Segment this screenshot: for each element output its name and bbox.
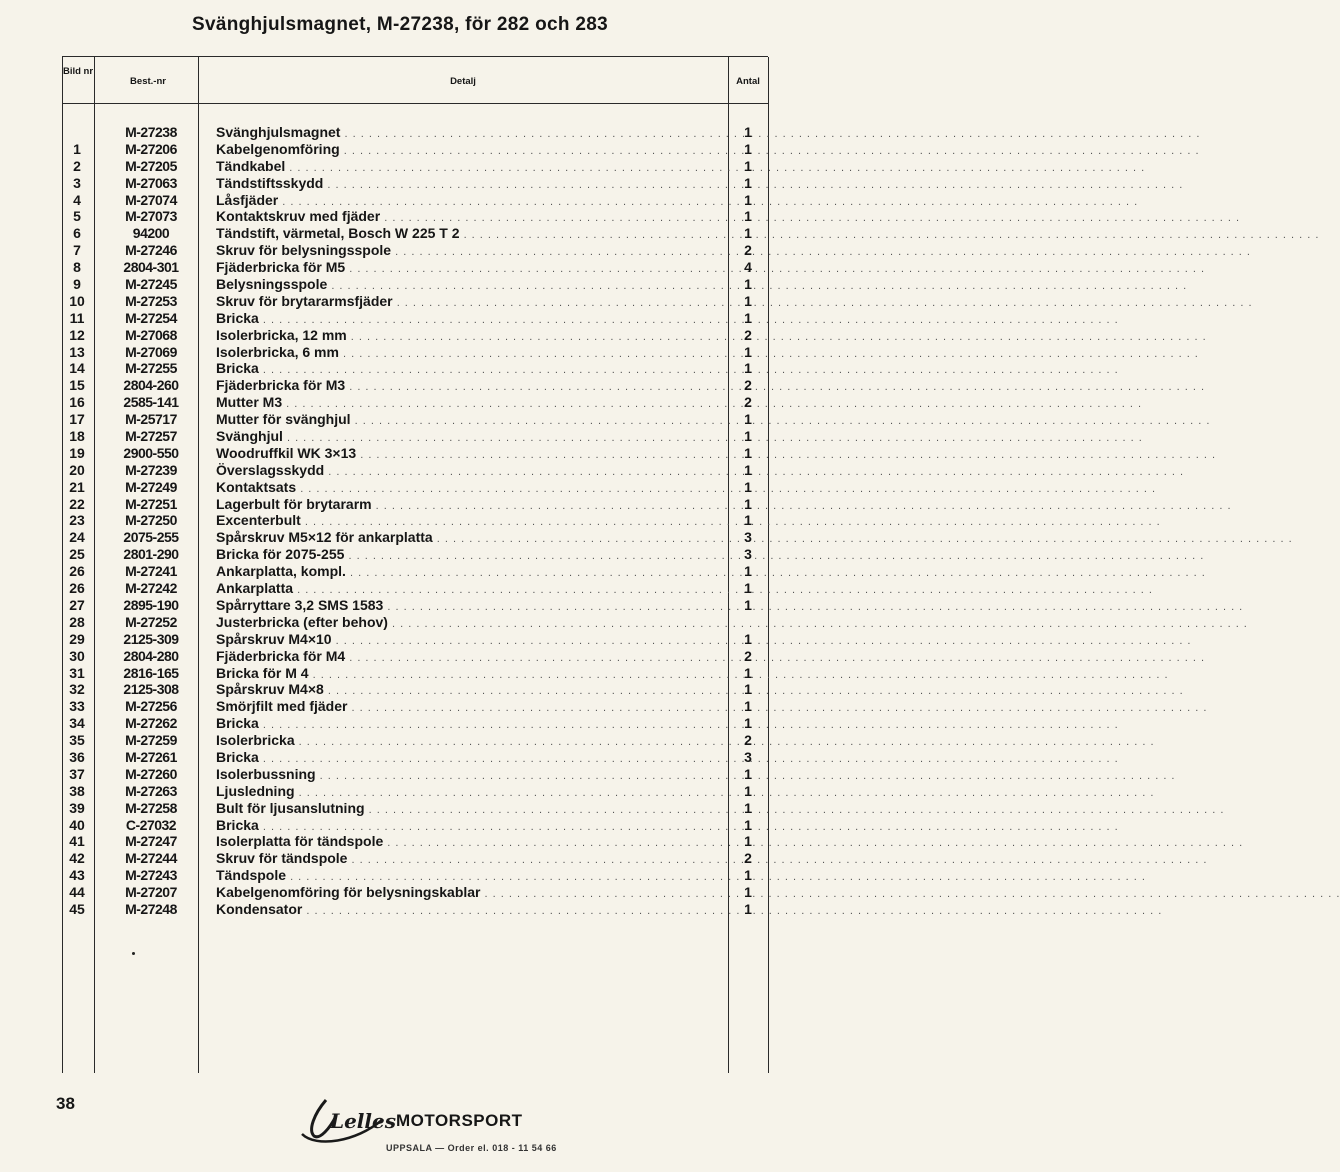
row-detalj: Tändstift, värmetal, Bosch W 225 T 2 . . . <box>216 225 728 244</box>
row-antal: 1 <box>744 884 752 901</box>
row-best-nr: 2585-141 <box>123 394 179 411</box>
row-detalj: Bricka för 2075-255 . . . <box>216 546 728 565</box>
table-row <box>62 276 768 293</box>
row-bild: 21 <box>69 478 85 495</box>
row-antal: 3 <box>744 529 752 546</box>
row-best-nr: M-27244 <box>125 850 177 867</box>
row-best-nr: M-27258 <box>125 799 177 816</box>
row-bild: 17 <box>69 411 85 428</box>
row-best-nr: 2804-260 <box>123 377 179 394</box>
table-row <box>62 158 768 175</box>
row-best-nr: M-27247 <box>125 833 177 850</box>
table-row <box>62 597 768 614</box>
row-antal: 1 <box>744 596 752 613</box>
row-bild: 26 <box>69 563 85 580</box>
table-row <box>62 445 768 462</box>
row-antal: 2 <box>744 242 752 259</box>
row-detalj: Fjäderbricka för M3 . . . <box>216 377 728 396</box>
row-bild: 34 <box>69 715 85 732</box>
row-best-nr: M-27245 <box>125 276 177 293</box>
table-row <box>62 546 768 563</box>
row-antal: 2 <box>744 394 752 411</box>
row-antal: 1 <box>744 428 752 445</box>
row-best-nr: M-25717 <box>125 411 177 428</box>
row-detalj: Belysningsspole . . . <box>216 276 728 295</box>
table-row <box>62 529 768 546</box>
row-detalj: Tändspole . . . <box>216 867 728 886</box>
row-bild: 18 <box>69 428 85 445</box>
table-row <box>62 833 768 850</box>
table-row <box>62 208 768 225</box>
row-best-nr: M-27068 <box>125 326 177 343</box>
table-row <box>62 310 768 327</box>
table-row <box>62 394 768 411</box>
row-best-nr: M-27063 <box>125 174 177 191</box>
table-row <box>62 428 768 445</box>
row-best-nr: 2801-290 <box>123 546 179 563</box>
row-bild: 9 <box>73 276 81 293</box>
row-antal: 1 <box>744 833 752 850</box>
row-best-nr: 94200 <box>132 225 170 242</box>
table-row <box>62 360 768 377</box>
table-row <box>62 192 768 209</box>
row-detalj: Bult för ljusanslutning . . . <box>216 800 728 819</box>
row-bild: 44 <box>69 884 85 901</box>
logo-script: Lelles <box>330 1109 396 1133</box>
row-antal: 1 <box>744 276 752 293</box>
row-antal: 1 <box>744 309 752 326</box>
row-best-nr: M-27257 <box>125 428 177 445</box>
row-antal: 1 <box>744 765 752 782</box>
row-detalj: Kontaktskruv med fjäder . . . <box>216 208 728 227</box>
row-best-nr: M-27069 <box>125 343 177 360</box>
row-detalj: Bricka . . . <box>216 360 728 379</box>
row-antal: 2 <box>744 732 752 749</box>
row-detalj: Bricka . . . <box>216 817 728 836</box>
table-row <box>62 867 768 884</box>
row-bild: 4 <box>73 191 81 208</box>
row-best-nr: 2804-280 <box>123 647 179 664</box>
row-antal: 1 <box>744 782 752 799</box>
row-detalj: Mutter för svänghjul . . . <box>216 411 728 430</box>
table-row <box>62 242 768 259</box>
table-row <box>62 749 768 766</box>
row-bild: 6 <box>73 225 81 242</box>
header-best: Best.-nr <box>130 76 166 87</box>
row-detalj: Svänghjul . . . <box>216 428 728 447</box>
row-antal: 3 <box>744 546 752 563</box>
row-bild: 16 <box>69 394 85 411</box>
row-bild: 33 <box>69 698 85 715</box>
row-bild: 29 <box>69 630 85 647</box>
row-best-nr: M-27238 <box>125 124 177 140</box>
table-row <box>62 850 768 867</box>
row-best-nr: M-27262 <box>125 715 177 732</box>
row-bild: 45 <box>69 900 85 917</box>
row-bild: 15 <box>69 377 85 394</box>
row-best-nr: 2125-309 <box>123 630 179 647</box>
row-antal: 1 <box>744 580 752 597</box>
row-bild: 35 <box>69 732 85 749</box>
row-bild: 38 <box>69 782 85 799</box>
lelles-logo <box>296 1090 396 1152</box>
row-bild: 41 <box>69 833 85 850</box>
address-line: UPPSALA — Order el. 018 - 11 54 66 <box>386 1143 557 1153</box>
table-row <box>62 681 768 698</box>
row-best-nr: M-27248 <box>125 900 177 917</box>
row-detalj: Fjäderbricka för M4 . . . <box>216 648 728 667</box>
row-bild: 37 <box>69 765 85 782</box>
row-detalj: Skruv för belysningsspole . . . <box>216 242 728 261</box>
page-title: Svänghjulsmagnet, M-27238, för 282 och 283 <box>192 14 608 35</box>
row-best-nr: M-27239 <box>125 461 177 478</box>
row-antal: 1 <box>744 208 752 225</box>
table-row <box>62 124 768 141</box>
row-antal: 3 <box>744 748 752 765</box>
row-detalj: Lagerbult för brytararm . . . <box>216 496 728 515</box>
row-antal: 1 <box>744 478 752 495</box>
row-detalj: Kondensator . . . <box>216 901 728 920</box>
table-row <box>62 293 768 310</box>
row-antal: 2 <box>744 326 752 343</box>
row-bild: 43 <box>69 867 85 884</box>
row-antal: 1 <box>744 461 752 478</box>
header-antal: Antal <box>736 76 760 87</box>
row-detalj: Justerbricka (efter behov) . . . <box>216 614 728 633</box>
table-row <box>62 563 768 580</box>
table-row <box>62 377 768 394</box>
row-best-nr: M-27261 <box>125 748 177 765</box>
row-detalj: Mutter M3 . . . <box>216 394 728 413</box>
row-detalj: Ljusledning . . . <box>216 783 728 802</box>
row-best-nr: M-27250 <box>125 512 177 529</box>
table-row <box>62 614 768 631</box>
row-detalj: Isolerbussning . . . <box>216 766 728 785</box>
table-row <box>62 344 768 361</box>
row-antal: 1 <box>744 664 752 681</box>
row-antal: 1 <box>744 799 752 816</box>
table-row <box>62 631 768 648</box>
row-antal: 1 <box>744 715 752 732</box>
row-bild: 5 <box>73 208 81 225</box>
row-bild: 23 <box>69 512 85 529</box>
row-bild: 11 <box>69 309 85 326</box>
row-antal: 1 <box>744 867 752 884</box>
row-best-nr: 2895-190 <box>123 596 179 613</box>
row-antal: 2 <box>744 647 752 664</box>
row-antal: 2 <box>744 850 752 867</box>
row-bild: 24 <box>69 529 85 546</box>
row-detalj: Spårryttare 3,2 SMS 1583 . . . <box>216 597 728 616</box>
table-row <box>62 698 768 715</box>
row-antal: 1 <box>744 681 752 698</box>
row-best-nr: M-27260 <box>125 765 177 782</box>
row-best-nr: M-27074 <box>125 191 177 208</box>
row-bild: 1 <box>73 140 81 157</box>
row-detalj: Isolerbricka, 12 mm . . . <box>216 327 728 346</box>
table-row <box>62 732 768 749</box>
row-best-nr: 2125-308 <box>123 681 179 698</box>
row-detalj: Bricka . . . <box>216 715 728 734</box>
table-row <box>62 648 768 665</box>
row-detalj: Svänghjulsmagnet . . . <box>216 124 728 143</box>
row-antal: 1 <box>744 444 752 461</box>
brand-name: MOTORSPORT <box>396 1111 523 1130</box>
row-bild: 32 <box>69 681 85 698</box>
row-detalj: Bricka för M 4 . . . <box>216 665 728 684</box>
row-bild: 27 <box>69 596 85 613</box>
row-detalj: Isolerbricka . . . <box>216 732 728 751</box>
row-best-nr: C-27032 <box>125 816 177 833</box>
row-antal: 1 <box>744 900 752 917</box>
row-detalj: Tändkabel . . . <box>216 158 728 177</box>
speck-mark <box>132 952 135 955</box>
row-best-nr: M-27242 <box>125 580 177 597</box>
row-best-nr: M-27249 <box>125 478 177 495</box>
table-row <box>62 783 768 800</box>
row-best-nr: M-27251 <box>125 495 177 512</box>
table-row <box>62 496 768 513</box>
row-bild: 7 <box>73 242 81 259</box>
row-bild: 40 <box>69 816 85 833</box>
row-bild: 42 <box>69 850 85 867</box>
row-detalj: Ankarplatta . . . <box>216 580 728 599</box>
page-number: 38 <box>56 1094 75 1113</box>
row-bild: 12 <box>69 326 85 343</box>
row-antal: 1 <box>744 124 752 140</box>
table-row <box>62 225 768 242</box>
row-antal: 1 <box>744 140 752 157</box>
row-detalj: Woodruffkil WK 3×13 . . . <box>216 445 728 464</box>
row-antal: 1 <box>744 157 752 174</box>
row-bild: 25 <box>69 546 85 563</box>
row-detalj: Spårskruv M4×10 . . . <box>216 631 728 650</box>
row-detalj: Isolerbricka, 6 mm . . . <box>216 344 728 363</box>
row-antal: 4 <box>744 259 752 276</box>
row-antal: 1 <box>744 816 752 833</box>
row-best-nr: M-27263 <box>125 782 177 799</box>
row-detalj: Tändstiftsskydd . . . <box>216 175 728 194</box>
table-row <box>62 901 768 918</box>
row-best-nr: M-27253 <box>125 292 177 309</box>
row-detalj: Excenterbult . . . <box>216 512 728 531</box>
row-detalj: Ankarplatta, kompl. . . . <box>216 563 728 582</box>
row-detalj: Smörjfilt med fjäder . . . <box>216 698 728 717</box>
row-antal: 1 <box>744 698 752 715</box>
row-best-nr: M-27256 <box>125 698 177 715</box>
table-border-right <box>768 57 769 1073</box>
row-best-nr: M-27205 <box>125 157 177 174</box>
row-detalj: Överslagsskydd . . . <box>216 462 728 481</box>
table-row <box>62 800 768 817</box>
parts-list <box>62 124 768 918</box>
table-row <box>62 462 768 479</box>
row-bild: 20 <box>69 461 85 478</box>
row-antal: 2 <box>744 377 752 394</box>
header-detalj: Detalj <box>450 76 476 87</box>
table-row <box>62 327 768 344</box>
row-best-nr: 2804-301 <box>123 259 179 276</box>
row-antal: 1 <box>744 191 752 208</box>
table-row <box>62 259 768 276</box>
row-antal: 1 <box>744 495 752 512</box>
table-row <box>62 884 768 901</box>
row-best-nr: M-27252 <box>125 613 177 630</box>
row-detalj: Bricka . . . <box>216 310 728 329</box>
row-best-nr: M-27255 <box>125 360 177 377</box>
row-detalj: Isolerplatta för tändspole . . . <box>216 833 728 852</box>
table-row <box>62 479 768 496</box>
header-divider <box>62 103 768 104</box>
row-detalj: Spårskruv M4×8 . . . <box>216 681 728 700</box>
row-best-nr: M-27246 <box>125 242 177 259</box>
header-bild: Bild nr <box>62 66 94 77</box>
row-antal: 1 <box>744 343 752 360</box>
row-detalj: Kontaktsats . . . <box>216 479 728 498</box>
row-antal: 1 <box>744 225 752 242</box>
table-row <box>62 141 768 158</box>
table-row <box>62 411 768 428</box>
row-antal: 1 <box>744 292 752 309</box>
row-detalj: Skruv för tändspole . . . <box>216 850 728 869</box>
row-bild: 13 <box>69 343 85 360</box>
row-best-nr: M-27241 <box>125 563 177 580</box>
table-row <box>62 175 768 192</box>
row-bild: 3 <box>73 174 81 191</box>
row-detalj: Fjäderbricka för M5 . . . <box>216 259 728 278</box>
row-detalj: Spårskruv M5×12 för ankarplatta . . . <box>216 529 728 548</box>
row-bild: 19 <box>69 444 85 461</box>
row-bild: 36 <box>69 748 85 765</box>
row-antal: 1 <box>744 360 752 377</box>
row-best-nr: 2900-550 <box>123 444 179 461</box>
row-bild: 39 <box>69 799 85 816</box>
table-row <box>62 665 768 682</box>
row-antal: 1 <box>744 512 752 529</box>
row-detalj: Bricka . . . <box>216 749 728 768</box>
row-bild: 10 <box>69 292 85 309</box>
row-bild: 2 <box>73 157 81 174</box>
row-bild: 8 <box>73 259 81 276</box>
row-best-nr: M-27206 <box>125 140 177 157</box>
row-best-nr: M-27207 <box>125 884 177 901</box>
row-antal: 1 <box>744 174 752 191</box>
table-row <box>62 817 768 834</box>
row-best-nr: 2075-255 <box>123 529 179 546</box>
row-bild: 22 <box>69 495 85 512</box>
row-detalj: Kabelgenomföring för belysningskablar . . . <box>216 884 728 903</box>
row-bild: 26 <box>69 580 85 597</box>
row-detalj: Låsfjäder . . . <box>216 192 728 211</box>
table-row <box>62 580 768 597</box>
table-row <box>62 512 768 529</box>
row-best-nr: M-27254 <box>125 309 177 326</box>
row-bild: 14 <box>69 360 85 377</box>
row-bild: 28 <box>69 613 85 630</box>
table-row <box>62 766 768 783</box>
row-bild: 30 <box>69 647 85 664</box>
table-row <box>62 715 768 732</box>
row-antal: 1 <box>744 563 752 580</box>
row-detalj: Kabelgenomföring . . . <box>216 141 728 160</box>
row-antal: 1 <box>744 411 752 428</box>
row-best-nr: 2816-165 <box>123 664 179 681</box>
row-antal: 1 <box>744 630 752 647</box>
row-best-nr: M-27259 <box>125 732 177 749</box>
row-best-nr: M-27243 <box>125 867 177 884</box>
row-bild: 31 <box>69 664 85 681</box>
row-best-nr: M-27073 <box>125 208 177 225</box>
row-detalj: Skruv för brytararmsfjäder . . . <box>216 293 728 312</box>
